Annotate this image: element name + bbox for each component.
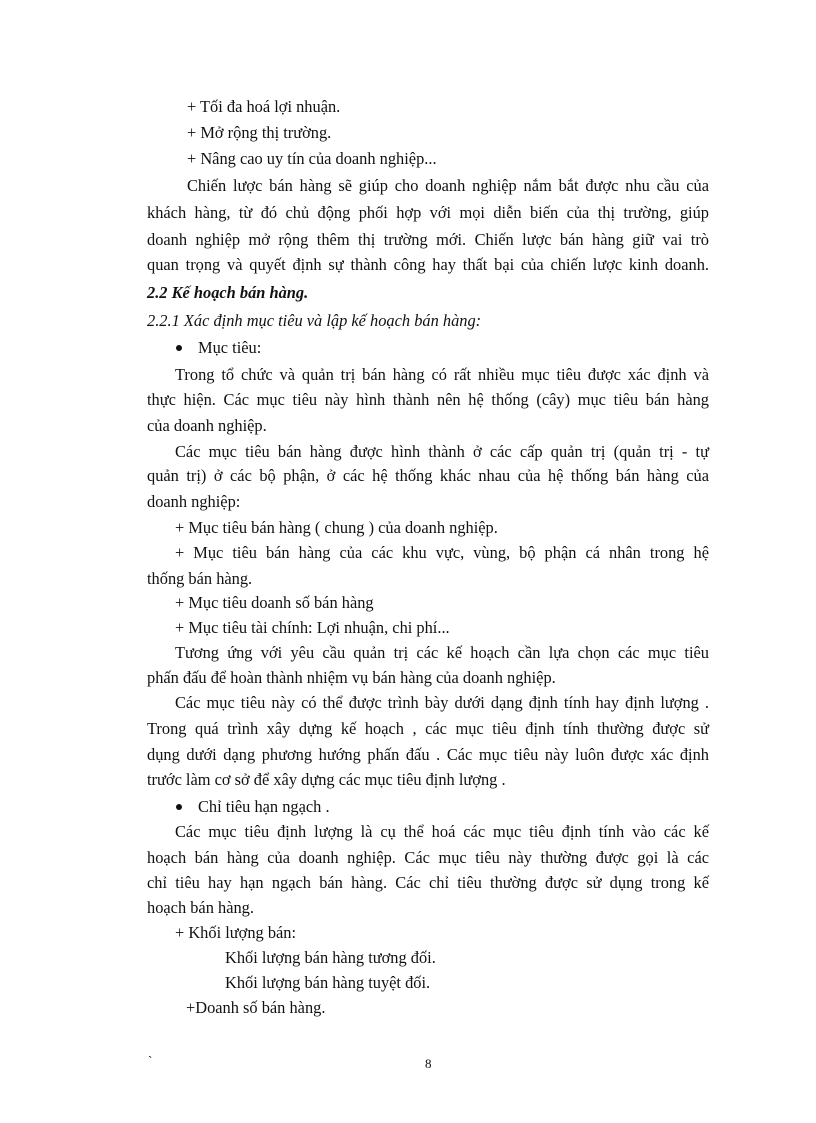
paragraph-line: chỉ tiêu hay hạn ngạch bán hàng. Các chỉ tiêu thường được sử dụng trong kế bbox=[147, 873, 709, 892]
list-item: +Doanh số bán hàng. bbox=[186, 998, 326, 1017]
list-item: + Khối lượng bán: bbox=[175, 923, 297, 942]
paragraph-line: quan trọng và quyết định sự thành công hay thất bại của chiến lược kinh doanh. bbox=[147, 255, 709, 274]
text-line: + Tối đa hoá lợi nhuận. bbox=[187, 97, 341, 116]
sub-list-item: Khối lượng bán hàng tương đối. bbox=[225, 948, 436, 967]
paragraph-line: Các mục tiêu định lượng là cụ thể hoá các mục tiêu định tính vào các kế bbox=[175, 822, 709, 841]
paragraph-line: thực hiện. Các mục tiêu này hình thành nên hệ thống (cây) mục tiêu bán hàng bbox=[147, 390, 709, 409]
bullet-label: Mục tiêu: bbox=[198, 338, 262, 357]
bullet-icon bbox=[176, 345, 182, 351]
paragraph-line: doanh nghiệp mở rộng thêm thị trường mới. Chiến lược bán hàng giữ vai trò bbox=[147, 230, 709, 249]
bullet-label: Chỉ tiêu hạn ngạch . bbox=[198, 797, 330, 816]
paragraph-line: doanh nghiệp: bbox=[147, 492, 241, 511]
list-item: + Mục tiêu doanh số bán hàng bbox=[175, 593, 374, 612]
paragraph-line: hoạch bán hàng. bbox=[147, 898, 254, 917]
paragraph-line: dụng dưới dạng phương hướng phấn đấu . Các mục tiêu này luôn được xác định bbox=[147, 745, 709, 764]
paragraph-line: Chiến lược bán hàng sẽ giúp cho doanh nghiệp nắm bắt được nhu cầu của bbox=[187, 176, 709, 195]
paragraph-line: của doanh nghiệp. bbox=[147, 416, 267, 435]
paragraph-line: khách hàng, từ đó chủ động phối hợp với mọi diễn biến của thị trường, giúp bbox=[147, 203, 709, 222]
list-item-continuation: thống bán hàng. bbox=[147, 569, 253, 588]
paragraph-line: quản trị) ở các bộ phận, ở các hệ thống khác nhau của hệ thống bán hàng của bbox=[147, 466, 709, 485]
paragraph-line: phấn đấu để hoàn thành nhiệm vụ bán hàng của doanh nghiệp. bbox=[147, 668, 556, 687]
paragraph-line: Các mục tiêu này có thể được trình bày dưới dạng định tính hay định lượng . bbox=[175, 693, 709, 712]
list-item: + Mục tiêu bán hàng của các khu vực, vùng, bộ phận cá nhân trong hệ bbox=[175, 543, 709, 562]
paragraph-line: Các mục tiêu bán hàng được hình thành ở các cấp quản trị (quản trị - tự bbox=[175, 442, 709, 461]
list-item: + Mục tiêu tài chính: Lợi nhuận, chi phí... bbox=[175, 618, 450, 637]
paragraph-line: Trong quá trình xây dựng kế hoạch , các mục tiêu định tính thường được sử bbox=[147, 719, 709, 738]
footer-mark: ` bbox=[148, 1053, 153, 1068]
paragraph-line: hoạch bán hàng của doanh nghiệp. Các mục tiêu này thường được gọi là các bbox=[147, 848, 709, 867]
section-heading: 2.2 Kế hoạch bán hàng. bbox=[147, 283, 309, 302]
list-item: + Mục tiêu bán hàng ( chung ) của doanh nghiệp. bbox=[175, 518, 498, 537]
paragraph-line: Trong tổ chức và quản trị bán hàng có rất nhiều mục tiêu được xác định và bbox=[175, 365, 709, 384]
paragraph-line: trước làm cơ sở để xây dựng các mục tiêu định lượng . bbox=[147, 770, 506, 789]
paragraph-line: Tương ứng với yêu cầu quản trị các kế hoạch cần lựa chọn các mục tiêu bbox=[175, 643, 709, 662]
bullet-icon bbox=[176, 804, 182, 810]
subsection-heading: 2.2.1 Xác định mục tiêu và lập kế hoạch bán hàng: bbox=[147, 311, 482, 330]
sub-list-item: Khối lượng bán hàng tuyệt đối. bbox=[225, 973, 431, 992]
text-line: + Nâng cao uy tín của doanh nghiệp... bbox=[187, 149, 437, 168]
text-line: + Mở rộng thị trường. bbox=[187, 123, 332, 142]
page-number: 8 bbox=[425, 1056, 432, 1071]
